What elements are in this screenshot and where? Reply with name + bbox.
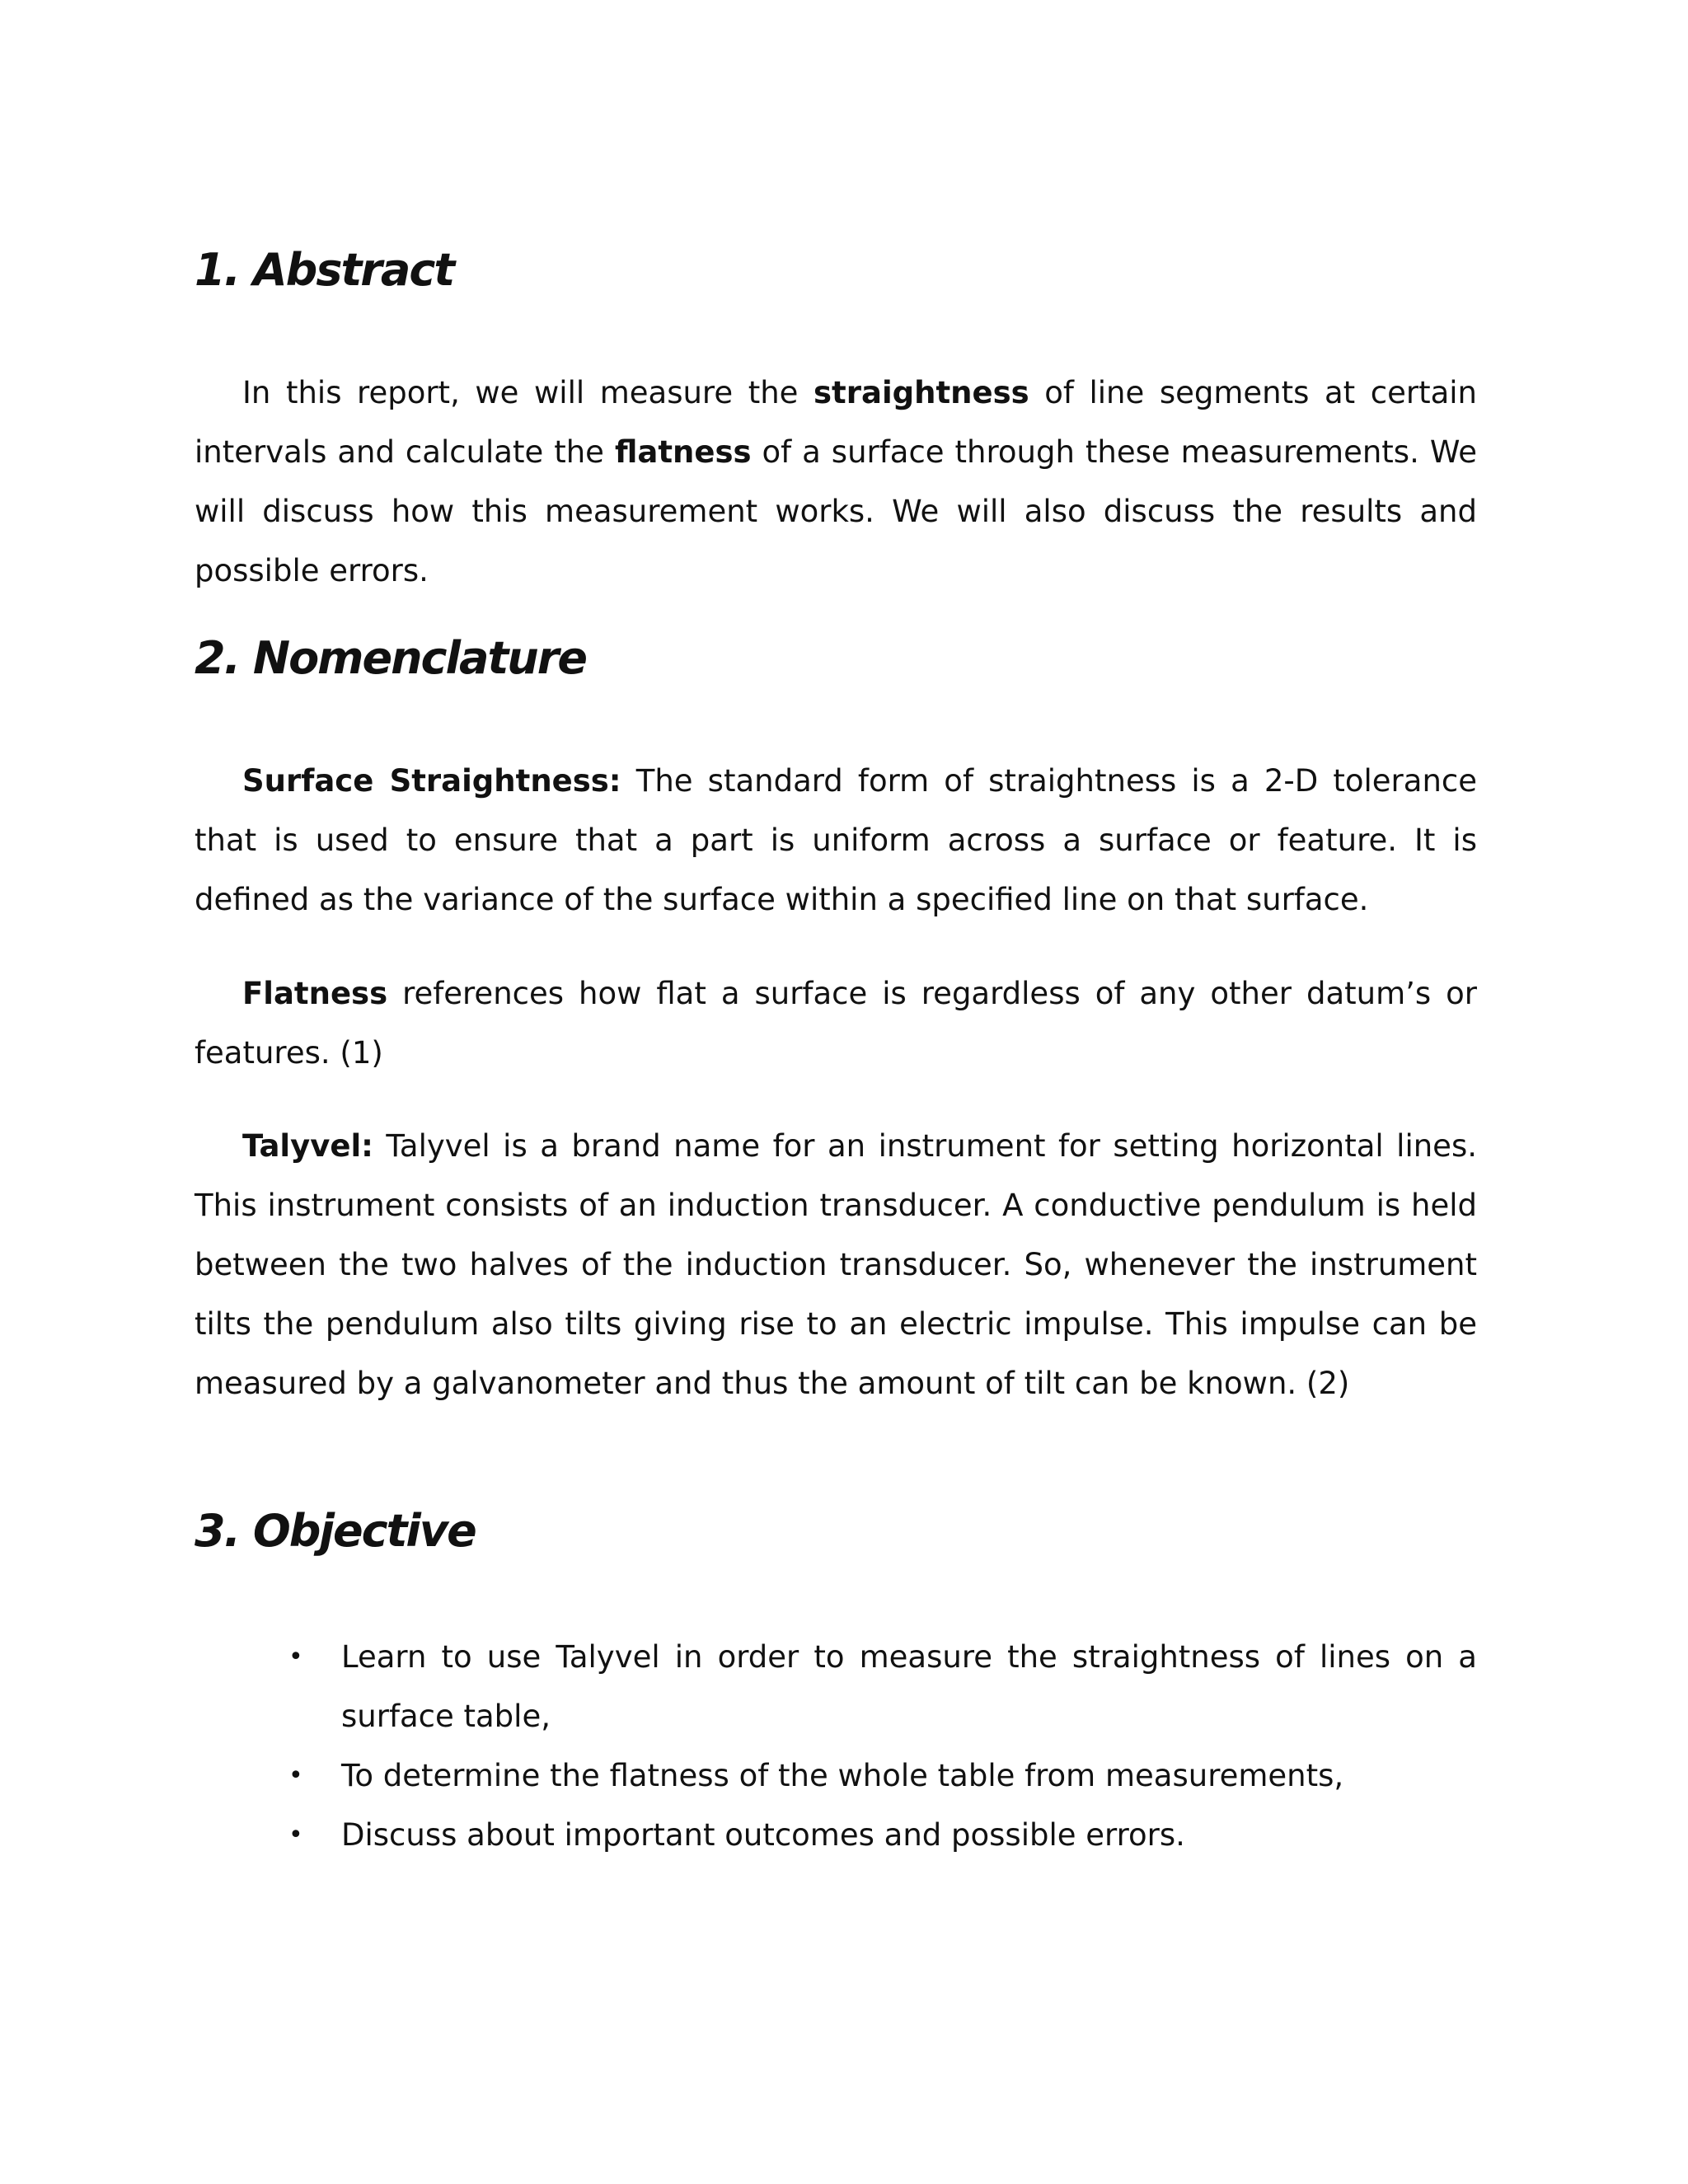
term-talyvel: Talyvel: <box>242 1128 373 1164</box>
objective-list <box>195 1628 1477 1865</box>
abstract-paragraph <box>195 363 1477 601</box>
list-item <box>195 1806 1477 1865</box>
definition-talyvel: Talyvel is a brand name for an instrument for setting horizontal lines. This instrument consists of an induction transducer. A conductive pendulum is held between the two halves of the induction transducer. So, whenever the instrument tilts the pendulum also tilts giving rise to an electric impulse. This impulse can be measured by a galvanometer and thus the amount of tilt can be known. (2) <box>195 1128 1477 1401</box>
list-item <box>195 1628 1477 1746</box>
abstract-text-2: of line segments at certain intervals and calculate the <box>195 375 1477 470</box>
section-heading-nomenclature: 2. Nomenclature <box>195 632 586 684</box>
definition-flatness: references how flat a surface is regardless of any other datum’s or features. (1) <box>195 976 1477 1071</box>
section-heading-abstract: 1. Abstract <box>195 244 454 296</box>
bullet-icon: • <box>288 1643 303 1671</box>
bullet-icon: • <box>288 1761 303 1790</box>
abstract-term-flatness: flatness <box>614 434 752 470</box>
nomenclature-talyvel <box>195 1117 1477 1413</box>
objective-item-text: Discuss about important outcomes and possible errors. <box>341 1817 1185 1853</box>
nomenclature-flatness <box>195 964 1477 1083</box>
nomenclature-surface-straightness <box>195 752 1477 930</box>
term-flatness: Flatness <box>242 976 388 1011</box>
list-item <box>195 1746 1477 1806</box>
abstract-term-straightness: straightness <box>814 375 1029 410</box>
bullet-icon: • <box>288 1821 303 1849</box>
abstract-text-1: In this report, we will measure the <box>242 375 814 410</box>
definition-surface-straightness: The standard form of straightness is a 2-D tolerance that is used to ensure that a part is uniform across a surface or feature. It is defined as the variance of the surface within a specified line on that surface. <box>195 763 1478 917</box>
objective-item-text: Learn to use Talyvel in order to measure the straightness of lines on a surface table, <box>341 1639 1477 1734</box>
abstract-text-3: of a surface through these measurements. We will discuss how this measurement works. We will also discuss the results and possible errors. <box>195 434 1477 588</box>
section-heading-objective: 3. Objective <box>195 1505 476 1557</box>
objective-item-text: To determine the flatness of the whole table from measurements, <box>341 1758 1344 1793</box>
term-surface-straightness: Surface Straightness: <box>242 763 621 799</box>
